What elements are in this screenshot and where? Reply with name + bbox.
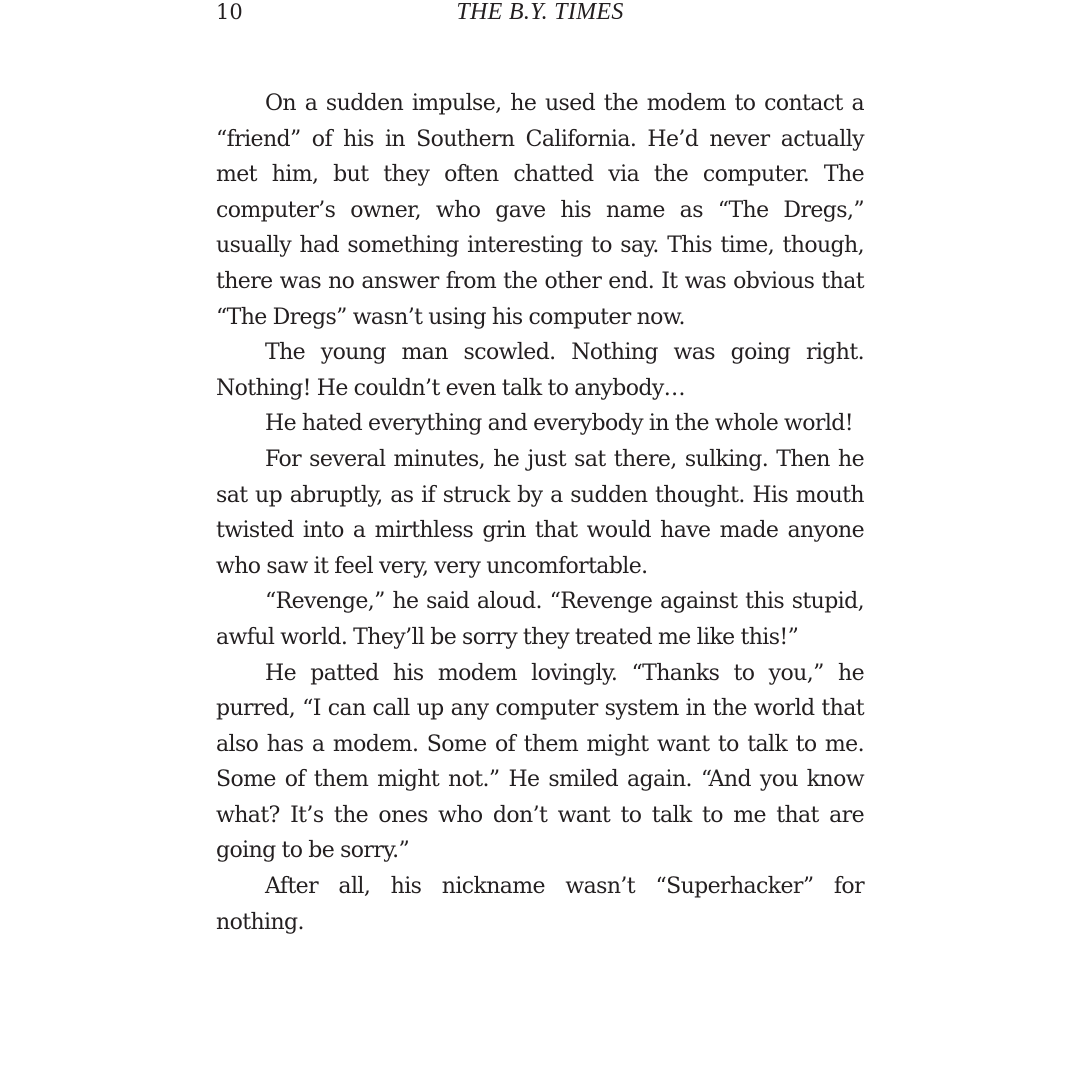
paragraph: “Revenge,” he said aloud. “Revenge against this stupid, awful world. They’ll be sorry they treated me like this!” <box>216 589 864 650</box>
paragraph: The young man scowled. Nothing was going right. Nothing! He couldn’t even talk to anybody… <box>216 340 864 401</box>
paragraph: He hated everything and everybody in the whole world! <box>265 411 853 437</box>
running-head <box>216 0 864 26</box>
body-text <box>216 86 864 940</box>
book-title: THE B.Y. TIMES <box>456 0 624 25</box>
paragraph: He patted his modem lovingly. “Thanks to you,” he purred, “I can call up any computer system in the world that also has a modem. Some of them might want to talk to me. Some of them might not.” He smiled again. “And you know what? It’s the ones who don’t want to talk to me that are going to be sorry.” <box>216 660 864 864</box>
page-number: 10 <box>216 0 243 24</box>
paragraph: After all, his nickname wasn’t “Superhacker” for nothing. <box>216 874 864 935</box>
paragraph: For several minutes, he just sat there, sulking. Then he sat up abruptly, as if struck by a sudden thought. His mouth twisted into a mirthless grin that would have made anyone who saw it feel very, very uncomfortable. <box>216 446 864 579</box>
paragraph: On a sudden impulse, he used the modem to contact a “friend” of his in Southern California. He’d never actually met him, but they often chatted via the computer. The computer’s owner, who gave his name as “The Dregs,” usually had something interesting to say. This time, though, there was no answer from the other end. It was obvious that “The Dregs” wasn’t using his computer now. <box>216 91 864 330</box>
